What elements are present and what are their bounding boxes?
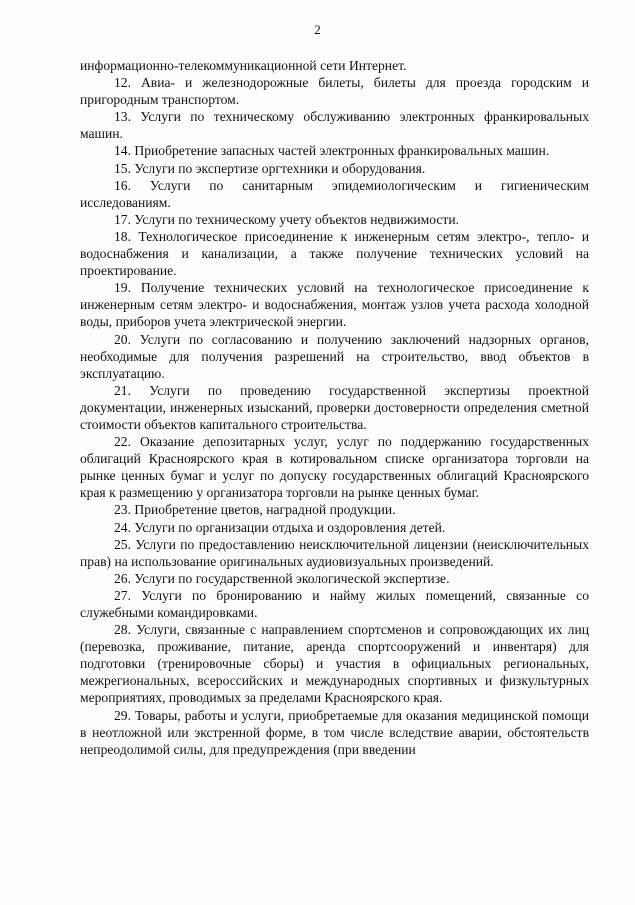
paragraph-item-23: 23. Приобретение цветов, наградной продукции. (114, 502, 396, 518)
paragraph-item-13: 13. Услуги по техническому обслуживанию электронных франкировальных машин. (80, 109, 589, 142)
paragraph-item-29: 29. Товары, работы и услуги, приобретаемые для оказания медицинской помощи в неотложной или экстренной форме, в том числе вследствие аварии, обстоятельств непреодолимой силы, для предупреждения (при введении (80, 707, 589, 757)
paragraph-item-18: 18. Технологическое присоединение к инженерным сетям электро-, тепло- и водоснабжения и канализации, а также получение технических условий на проектирование. (80, 228, 589, 279)
paragraph-item-14: 14. Приобретение запасных частей электронных франкировальных машин. (114, 143, 550, 159)
paragraph-item-24: 24. Услуги по организации отдыха и оздоровления детей. (114, 519, 446, 535)
paragraph-item-19: 19. Получение технических условий на технологическое присоединение к инженерным сетям электро- и водоснабжения, монтаж узлов учета расхода холодной воды, приборов учета электрической энергии. (80, 280, 589, 330)
document-body (80, 57, 589, 758)
paragraph-item-22: 22. Оказание депозитарных услуг, услуг по поддержанию государственных облигаций Красноярского края в котировальном списке организатора торговли на рынке ценных бумаг и услуг по допуску государственных облигаций Красноярского края к размещению у организатора торговли на рынке ценных бумаг. (80, 434, 589, 501)
paragraph-item-20: 20. Услуги по согласованию и получению заключений надзорных органов, необходимые для получения разрешений на строительство, ввод объектов в эксплуатацию. (80, 331, 589, 381)
paragraph-item-16: 16. Услуги по санитарным эпидемиологическим и гигиеническим исследованиям. (80, 177, 589, 210)
paragraph-item-21: 21. Услуги по проведению государственной экспертизы проектной документации, инженерных изысканий, проверки достоверности определения сметной стоимости объектов капитального строительства. (80, 382, 589, 432)
page-number: 2 (314, 22, 321, 37)
paragraph-item-28: 28. Услуги, связанные с направлением спортсменов и сопровождающих их лиц (перевозка, проживание, питание, аренда спортсооружений и инвентаря) для подготовки (тренировочные сборы) и участия в официальных региональных, межрегиональных, всероссийских и международных спортивных и физкультурных мероприятиях, проводимых за пределами Красноярского края. (80, 622, 589, 706)
paragraph-item-15: 15. Услуги по экспертизе оргтехники и оборудования. (114, 160, 426, 176)
paragraph-item-27: 27. Услуги по бронированию и найму жилых помещений, связанные со служебными командировками. (80, 587, 589, 620)
paragraph-item-12: 12. Авиа- и железнодорожные билеты, билеты для проезда городским и пригородным транспортом. (80, 75, 589, 108)
paragraph-item-26: 26. Услуги по государственной экологической экспертизе. (114, 570, 450, 586)
paragraph-item-17: 17. Услуги по техническому учету объектов недвижимости. (114, 211, 459, 227)
paragraph-continuation: информационно-телекоммуникационной сети Интернет. (80, 58, 407, 73)
paragraph-item-25: 25. Услуги по предоставлению неисключительной лицензии (неисключительных прав) на использование оригинальных аудиовизуальных произведений. (80, 536, 589, 569)
